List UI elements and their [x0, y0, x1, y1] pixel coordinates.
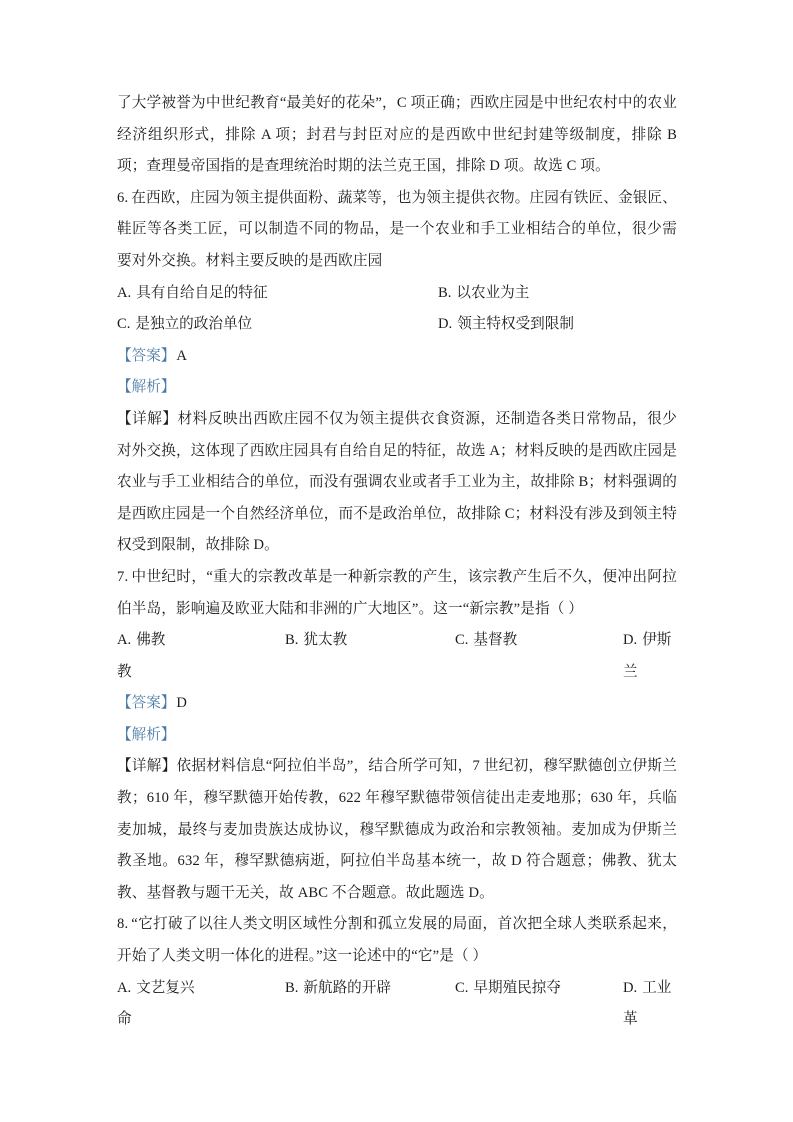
question-7-option-c-text: 基督教	[473, 632, 518, 649]
question-7-option-c-label: C.	[455, 632, 469, 649]
question-6-option-b-label: B.	[438, 284, 452, 301]
question-8-option-a[interactable]	[117, 973, 195, 1005]
question-8-number: 8.	[117, 916, 129, 933]
question-6-detail-tag: 【详解】	[117, 410, 178, 427]
question-8-option-b[interactable]	[285, 973, 391, 1005]
question-6-option-c[interactable]	[117, 309, 252, 341]
question-7-option-b-text: 犹太教	[303, 632, 348, 649]
question-7-option-d-label: D.	[623, 632, 638, 649]
question-7-analysis-line	[117, 720, 677, 752]
question-8-options-overflow: 命	[117, 1011, 132, 1028]
question-7-option-b[interactable]	[285, 625, 347, 657]
question-7-number: 7.	[117, 568, 129, 585]
question-8-stem	[117, 909, 677, 972]
question-6-detail	[117, 404, 677, 562]
question-7-analysis-tag: 【解析】	[117, 726, 176, 743]
question-6-option-d-label: D.	[438, 316, 453, 333]
question-8-option-c-text: 早期殖民掠夺	[473, 979, 561, 996]
question-8-option-a-label: A.	[117, 979, 132, 996]
question-6-number: 6.	[117, 189, 129, 206]
question-7-answer-value: D	[176, 695, 187, 712]
question-6-stem	[117, 183, 677, 278]
question-6-answer-tag: 【答案】	[117, 347, 176, 364]
question-8-option-d-text: 工业革	[623, 979, 672, 1028]
question-6-option-d-text: 领主特权受到限制	[457, 316, 574, 333]
question-8-option-c[interactable]	[455, 973, 561, 1005]
question-7-option-d-text: 伊斯兰	[623, 632, 672, 680]
question-7-options-row	[117, 625, 677, 680]
question-7-option-b-label: B.	[285, 632, 299, 649]
question-6-option-d[interactable]	[438, 309, 574, 341]
question-6-answer-line	[117, 341, 677, 373]
question-6-stem-text: 在西欧，庄园为领主提供面粉、蔬菜等，也为领主提供衣物。庄园有铁匠、金银匠、鞋匠等各类工匠，可以制造不同的物品，是一个农业和手工业相结合的单位，很少需要对外交换。材料主要反映的是西欧庄园	[117, 189, 677, 269]
question-6-option-a[interactable]	[117, 278, 268, 310]
question-7-option-c[interactable]	[455, 625, 517, 657]
question-8-option-b-text: 新航路的开辟	[303, 979, 391, 996]
question-6-option-a-label: A.	[117, 284, 132, 301]
question-7-option-a[interactable]	[117, 625, 165, 657]
question-6-detail-text: 材料反映出西欧庄园不仅为领主提供衣食资源，还制造各类日常物品，很少对外交换，这体现了西欧庄园具有自给自足的特征，故选 A；材料反映的是西欧庄园是农业与手工业相结合的单位，而没有强调农业或者手工业为主，故排除 B；材料强调的是西欧庄园是一个自然经济单位，而不是政治单位，故排除 C；材料没有涉及到领主特权受到限制，故排除 D。	[117, 410, 678, 554]
question-7-stem-text: 中世纪时，“重大的宗教改革是一种新宗教的产生，该宗教产生后不久，便冲出阿拉伯半岛，影响遍及欧亚大陆和非洲的广大地区”。这一“新宗教”是指（ ）	[117, 568, 677, 617]
question-6-option-b-text: 以农业为主	[456, 284, 530, 301]
question-8-option-d[interactable]	[623, 973, 677, 1036]
question-6-option-c-label: C.	[117, 316, 131, 333]
question-7-option-a-text: 佛教	[136, 632, 166, 649]
question-6-options-row-2	[117, 309, 677, 341]
question-8-stem-text: “它打破了以往人类文明区域性分割和孤立发展的局面，首次把全球人类联系起来，开始了人类文明一体化的进程。”这一论述中的“它”是（ ）	[117, 916, 677, 965]
continued-explanation-paragraph: 了大学被誉为中世纪教育“最美好的花朵”，C 项正确；西欧庄园是中世纪农村中的农业经济组织形式，排除 A 项；封君与封臣对应的是西欧中世纪封建等级制度，排除 B 项；查理曼帝国指的是查理统治时期的法兰克王国，排除 D 项。故选 C 项。	[117, 95, 677, 175]
question-8-option-d-label: D.	[623, 979, 638, 996]
question-8-option-c-label: C.	[455, 979, 469, 996]
question-7-options-overflow: 教	[117, 663, 132, 680]
question-7-answer-line	[117, 688, 677, 720]
question-6-analysis-line	[117, 372, 677, 404]
question-8-option-a-text: 文艺复兴	[136, 979, 195, 996]
question-6-option-b[interactable]	[438, 278, 529, 310]
question-7-answer-tag: 【答案】	[117, 695, 176, 712]
question-7-option-a-label: A.	[117, 632, 132, 649]
question-6-analysis-tag: 【解析】	[117, 379, 176, 396]
question-7-detail-text: 依据材料信息“阿拉伯半岛”，结合所学可知，7 世纪初，穆罕默德创立伊斯兰教；610 年，穆罕默德开始传教，622 年穆罕默德带领信徒出走麦地那；630 年，兵临麦加城，最终与麦加贵族达成协议，穆罕默德成为政治和宗教领袖。麦加成为伊斯兰教圣地。632 年，穆罕默德病逝，阿拉伯半岛基本统一，故 D 符合题意；佛教、犹太教、基督教与题干无关，故 ABC 不合题意。故此题选 D。	[117, 758, 677, 901]
question-7-stem	[117, 562, 677, 625]
question-8-options-row	[117, 973, 677, 1028]
question-6-option-c-text: 是独立的政治单位	[135, 316, 253, 333]
question-7-option-d[interactable]	[623, 625, 677, 688]
question-7-detail	[117, 751, 677, 909]
question-6-answer-value: A	[176, 347, 187, 364]
question-8-option-b-label: B.	[285, 979, 299, 996]
question-6-option-a-text: 具有自给自足的特征	[136, 284, 268, 301]
question-7-detail-tag: 【详解】	[117, 758, 177, 775]
page-content	[117, 88, 677, 1036]
question-6-options-row-1	[117, 278, 677, 310]
